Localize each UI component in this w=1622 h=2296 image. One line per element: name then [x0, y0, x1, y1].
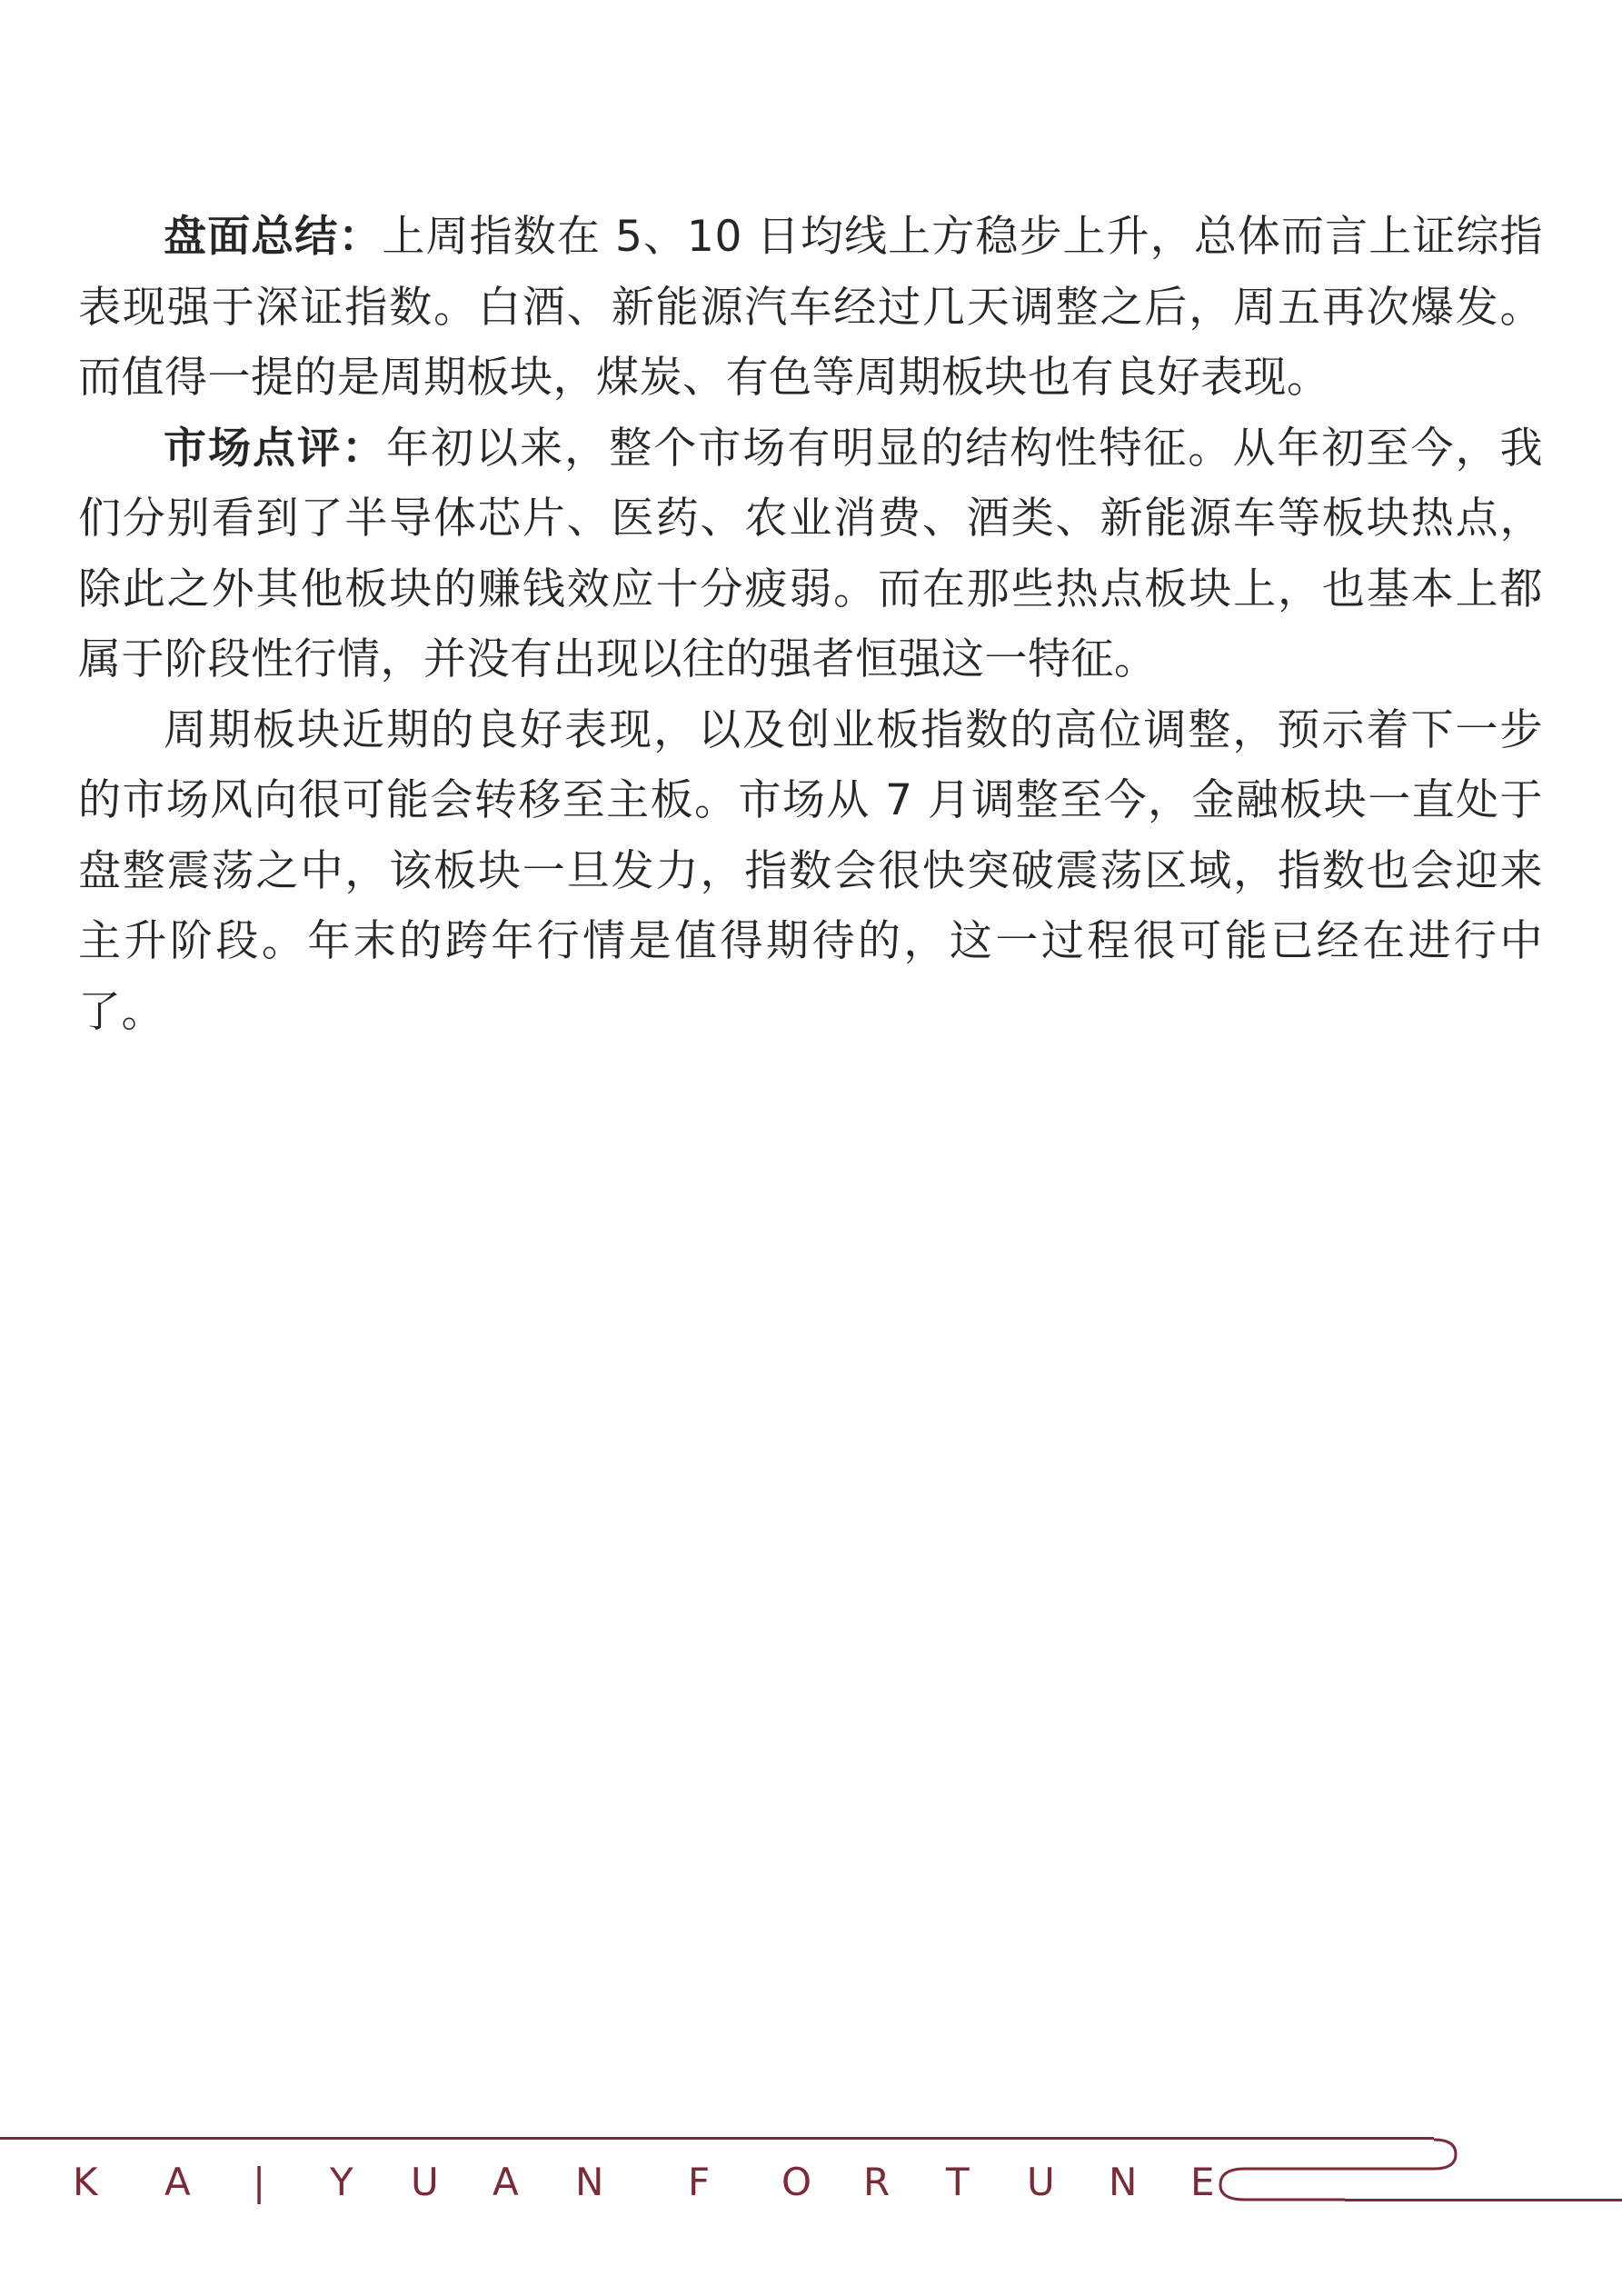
brand-letter: O [781, 2160, 812, 2204]
paragraph-text: 周期板块近期的良好表现，以及创业板指数的高位调整，预示着下一步的市场风向很可能会转移至主板。市场从 7 月调整至今，金融板块一直处于盘整震荡之中，该板块一旦发力，指数会很快突破震荡区域，指数也会迎来主升阶段。年末的跨年行情是值得期待的，这一过程很可能已经在进行中了。 [78, 704, 1543, 1037]
paragraph-text: 上周指数在 5、10 日均线上方稳步上升，总体而言上证综指表现强于深证指数。白酒、新能源汽车经过几天调整之后，周五再次爆发。而值得一提的是周期板块，煤炭、有色等周期板块也有良好表现。 [78, 212, 1543, 403]
brand-letter: E [1190, 2160, 1215, 2204]
brand-letter: A [164, 2160, 191, 2204]
paragraph-text: 年初以来，整个市场有明显的结构性特征。从年初至今，我们分别看到了半导体芯片、医药、农业消费、酒类、新能源车等板块热点，除此之外其他板块的赚钱效应十分疲弱。而在那些热点板块上，也基本上都属于阶段性行情，并没有出现以往的强者恒强这一特征。 [78, 423, 1544, 684]
brand-letter: N [1109, 2160, 1138, 2204]
paragraph-commentary [78, 414, 1543, 695]
brand-letter: | [253, 2160, 266, 2204]
brand-letter: Y [330, 2160, 353, 2204]
brand-letter: U [1027, 2160, 1055, 2204]
brand-letter: U [411, 2160, 439, 2204]
paragraph-lead: 盘面总结： [164, 212, 383, 262]
brand-letter: K [73, 2160, 98, 2204]
brand-letter: N [575, 2160, 604, 2204]
footer-swoosh-icon [1218, 2138, 1490, 2211]
paragraph-lead: 市场点评： [164, 423, 387, 474]
article-body [78, 202, 1543, 1047]
paragraph-summary [78, 202, 1543, 414]
brand-letter: A [493, 2160, 519, 2204]
brand-letter: F [688, 2160, 711, 2204]
paragraph-outlook [78, 695, 1543, 1048]
brand-letter: R [863, 2160, 891, 2204]
brand-letter: T [946, 2160, 970, 2204]
